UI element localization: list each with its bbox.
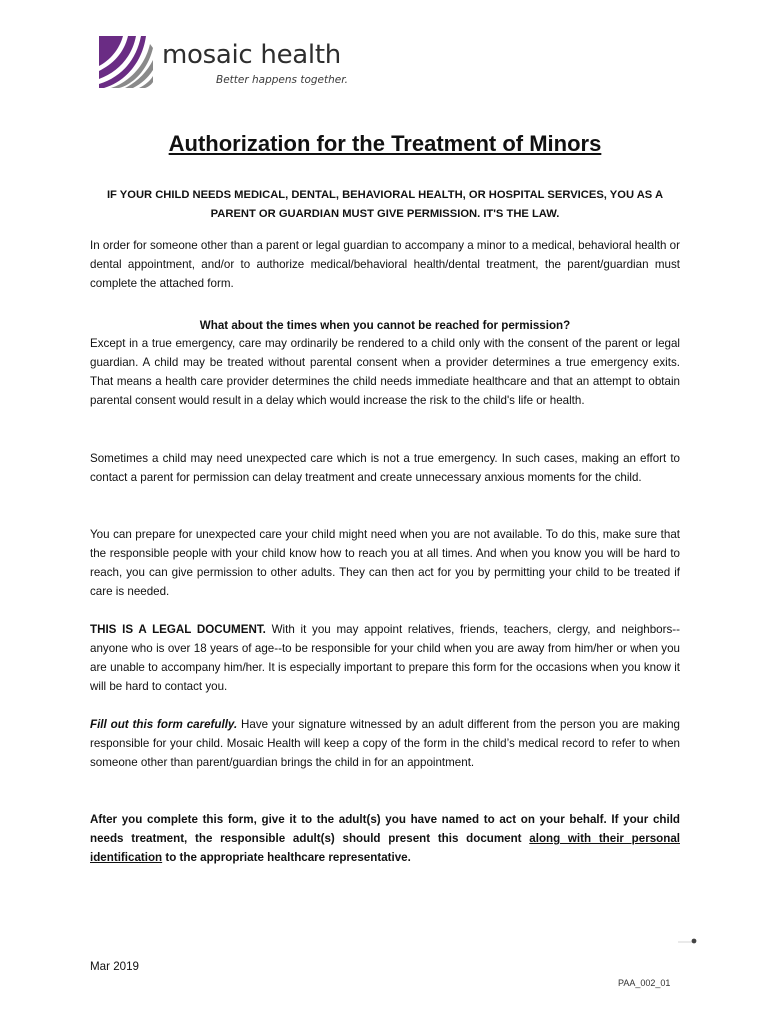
unexpected-care-paragraph: Sometimes a child may need unexpected care which is not a true emergency. In such cases, making an effort to contact a parent for permission can delay treatment and create unnecessary anxious moments for the child.: [90, 452, 680, 484]
page-title: Authorization for the Treatment of Minors: [168, 131, 602, 156]
scan-mark-icon: [678, 936, 698, 946]
legal-document-body: With it you may appoint relatives, friends, teachers, clergy, and neighbors--anyone who is over 18 years of age--to be responsible for your child when you are away from him/her or when you are unable to accompany him/her. It is especially important to prepare this form for the occasions when you know it will be hard to contact you.: [90, 623, 680, 693]
form-code: PAA_002_01: [618, 978, 671, 988]
fill-out-lead: Fill out this form carefully.: [90, 718, 238, 731]
fill-out-body: Have your signature witnessed by an adult different from the person you are making responsible for your child. Mosaic Health will keep a copy of the form in the child’s medical record to refer to when someone other than parent/guardian brings the child in for an appointment.: [90, 718, 680, 769]
after-complete-paragraph: [90, 810, 680, 867]
legal-document-lead: THIS IS A LEGAL DOCUMENT.: [90, 623, 266, 636]
after-part-1: After you complete this form, give it to the adult(s) you have named to act on your behalf. If your child needs treatment, the responsible adult(s) should present this document: [90, 813, 680, 845]
intro-paragraph: In order for someone other than a parent or legal guardian to accompany a minor to a medical, behavioral health or dental appointment, and/or to authorize medical/behavioral health/dental treatment, the parent/guardian must complete the attached form.: [90, 239, 680, 290]
after-underlined: along with their personal identification: [90, 832, 680, 864]
logo-wordmark: mosaic health: [162, 40, 341, 70]
legal-notice: IF YOUR CHILD NEEDS MEDICAL, DENTAL, BEHAVIORAL HEALTH, OR HOSPITAL SERVICES, YOU AS A PARENT OR GUARDIAN MUST GIVE PERMISSION. IT'S THE LAW.: [106, 189, 664, 220]
after-part-2: to the appropriate healthcare representative.: [162, 851, 411, 864]
legal-document-paragraph: [90, 620, 680, 696]
permission-question-heading: What about the times when you cannot be reached for permission?: [199, 319, 571, 332]
logo-tagline: Better happens together.: [216, 74, 348, 86]
mosaic-health-logo-icon: [99, 36, 153, 88]
fill-out-paragraph: [90, 715, 680, 772]
prepare-paragraph: You can prepare for unexpected care your child might need when you are not available. To do this, make sure that the responsible people with your child know how to reach you at all times. And when you know you will be hard to reach, you can give permission to other adults. They can then act for you by permitting your child to be treated if care is needed.: [90, 528, 680, 598]
footer-date: Mar 2019: [90, 960, 139, 973]
emergency-paragraph: Except in a true emergency, care may ordinarily be rendered to a child only with the consent of the parent or legal guardian. A child may be treated without parental consent when a provider determines a true emergency exits. That means a health care provider determines the child needs immediate healthcare and that an attempt to obtain parental consent would result in a delay which would increase the risk to the child's life or health.: [90, 337, 680, 407]
